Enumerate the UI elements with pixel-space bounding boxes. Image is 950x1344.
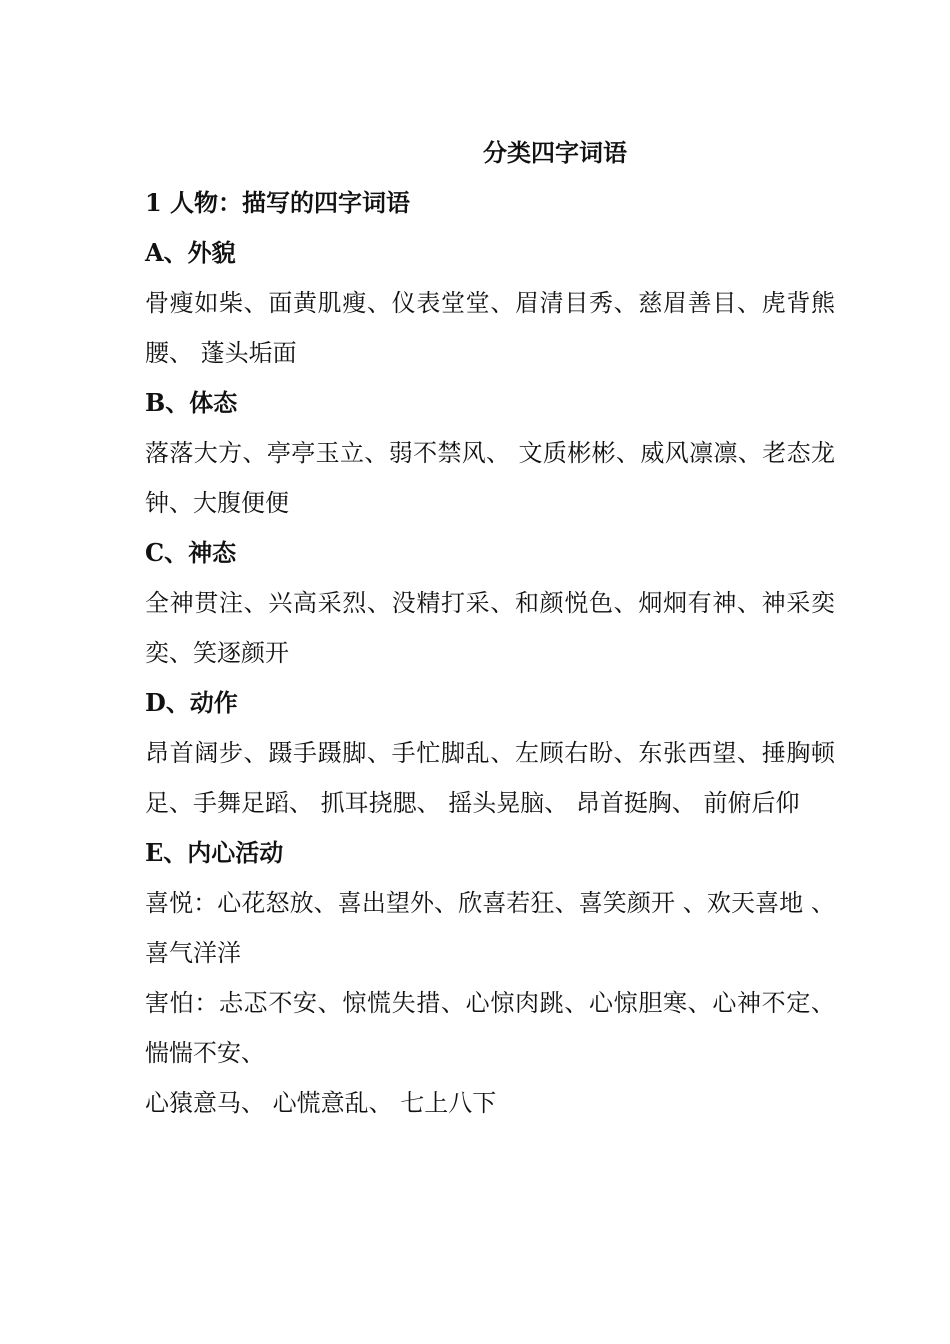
paragraph-posture: 落落大方、亭亭玉立、弱不禁风、 文质彬彬、威风凛凛、老态龙钟、大腹便便 bbox=[145, 439, 835, 517]
subsection-heading-posture: B、体态 bbox=[145, 388, 238, 417]
subsection-heading-appearance: A、外貌 bbox=[145, 238, 236, 267]
section-heading-people: 1 人物：描写的四字词语 bbox=[145, 188, 411, 217]
paragraph-fear: 害怕：忐忑不安、惊慌失措、心惊肉跳、心惊胆寒、心神不定、惴惴不安、 bbox=[145, 989, 835, 1067]
paragraph-action: 昂首阔步、蹑手蹑脚、手忙脚乱、左顾右盼、东张西望、捶胸顿足、手舞足蹈、 抓耳挠腮、 摇头晃脑、 昂首挺胸、 前俯后仰 bbox=[145, 739, 835, 817]
paragraph-appearance: 骨瘦如柴、面黄肌瘦、仪表堂堂、眉清目秀、慈眉善目、虎背熊腰、 蓬头垢面 bbox=[145, 289, 835, 367]
paragraph-expression: 全神贯注、兴高采烈、没精打采、和颜悦色、炯炯有神、神采奕奕、笑逐颜开 bbox=[145, 589, 835, 667]
paragraph-restless: 心猿意马、 心慌意乱、 七上八下 bbox=[145, 1089, 497, 1117]
document-title: 分类四字词语 bbox=[483, 138, 627, 167]
document-page bbox=[145, 128, 835, 1128]
paragraph-joy: 喜悦：心花怒放、喜出望外、欣喜若狂、喜笑颜开 、欢天喜地 、喜气洋洋 bbox=[145, 889, 835, 967]
subsection-heading-action: D、动作 bbox=[145, 688, 238, 717]
subsection-heading-inner-activity: E、内心活动 bbox=[145, 838, 284, 867]
subsection-heading-expression: C、神态 bbox=[145, 538, 237, 567]
